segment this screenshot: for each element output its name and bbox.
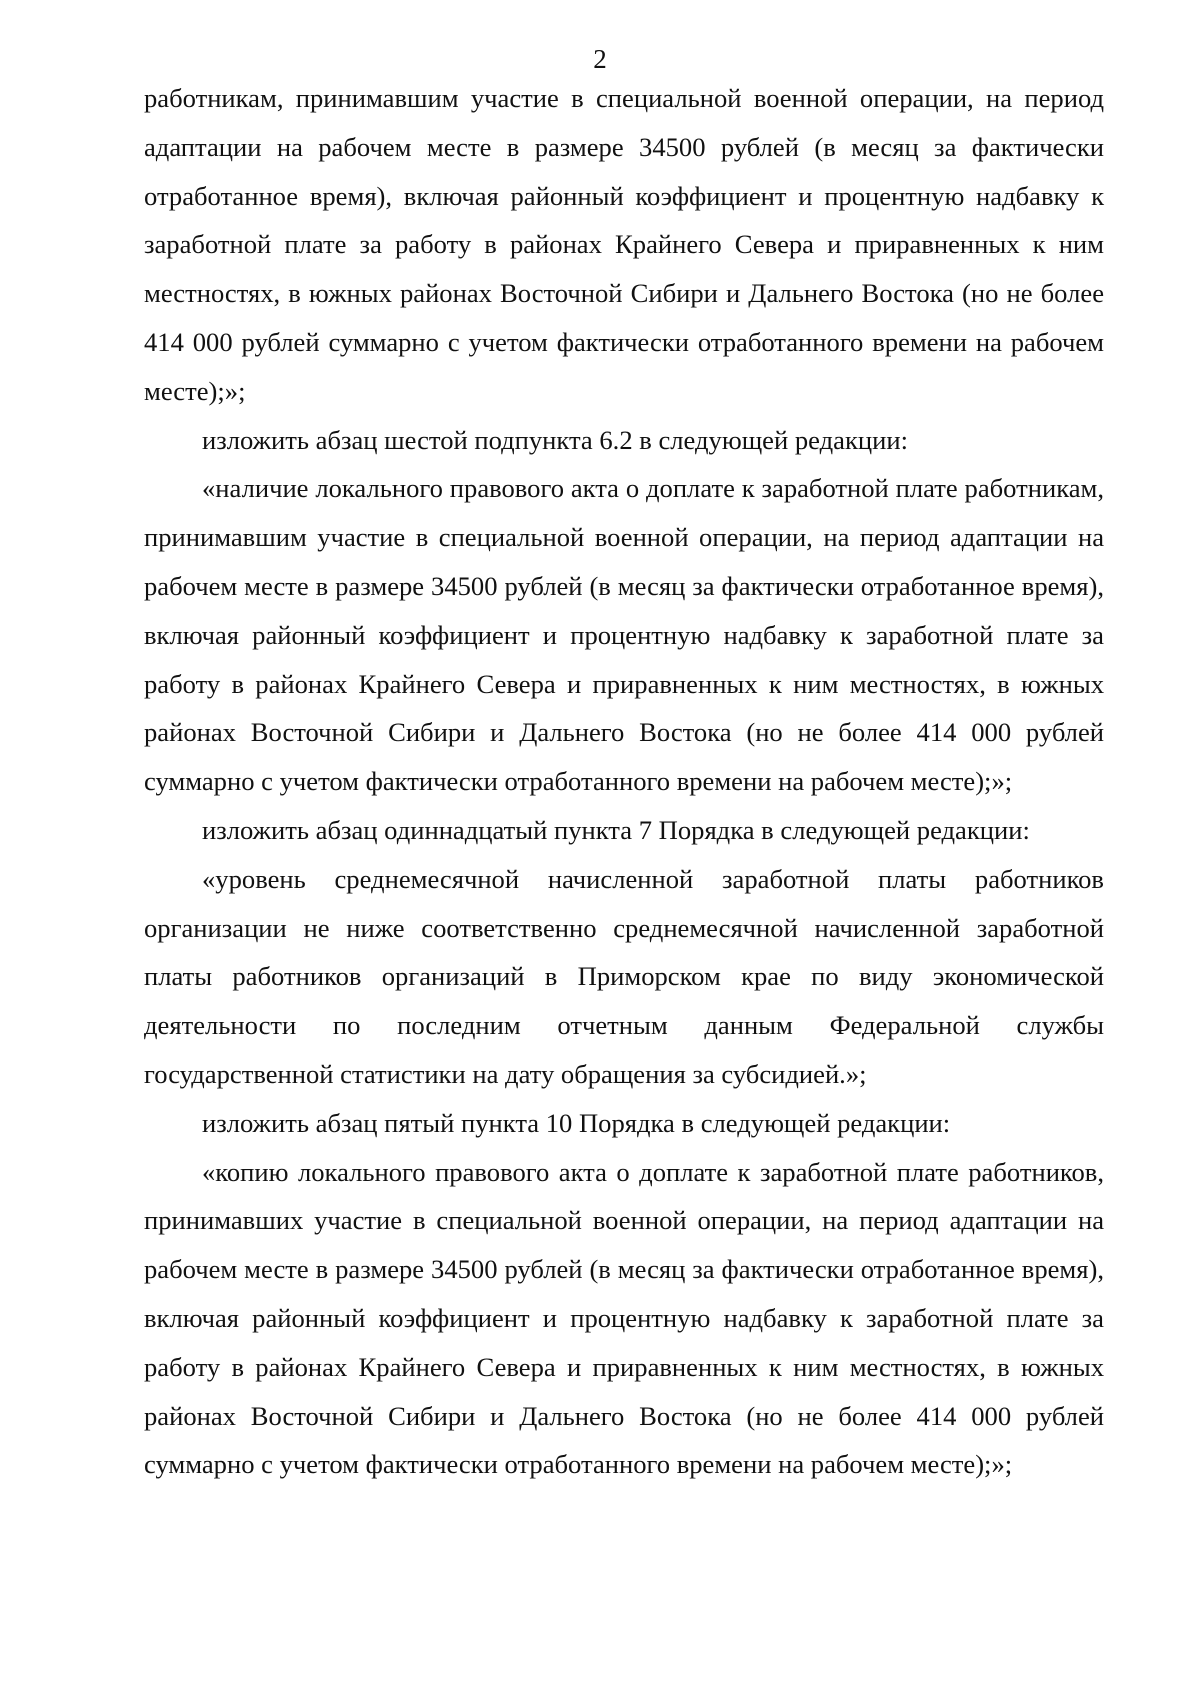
paragraph-quote-10: «копию локального правового акта о доплате к заработной плате работников, принимавших участие в специальной военной операции, на период адаптации на рабочем месте в размере 34500 рублей (в месяц за фактически отработанное время), включая районный коэффициент и процентную надбавку к заработной плате за работу в районах Крайнего Севера и приравненных к ним местностях, в южных районах Восточной Сибири и Дальнего Востока (но не более 414 000 рублей суммарно с учетом фактически отработанного времени на рабочем месте);»; xyxy=(144,1156,1104,1480)
paragraph-amend-10: изложить абзац пятый пункта 10 Порядка в следующей редакции: xyxy=(202,1107,951,1138)
paragraph-quote-6-2: «наличие локального правового акта о доплате к заработной плате работникам, принимавшим участие в специальной военной операции, на период адаптации на рабочем месте в размере 34500 рублей (в месяц за фактически отработанное время), включая районный коэффициент и процентную надбавку к заработной плате за работу в районах Крайнего Севера и приравненных к ним местностях, в южных районах Восточной Сибири и Дальнего Востока (но не более 414 000 рублей суммарно с учетом фактически отработанного времени на рабочем месте);»; xyxy=(144,473,1104,797)
page-number: 2 xyxy=(593,44,607,74)
document-body xyxy=(144,74,1104,1489)
paragraph-quote-7: «уровень среднемесячной начисленной заработной платы работников организации не ниже соответственно среднемесячной начисленной заработной платы работников организаций в Приморском крае по виду экономической деятельности по последним отчетным данным Федеральной службы государственной статистики на дату обращения за субсидией.»; xyxy=(144,863,1104,1089)
paragraph-continuation: работникам, принимавшим участие в специальной военной операции, на период адаптации на рабочем месте в размере 34500 рублей (в месяц за фактически отработанное время), включая районный коэффициент и процентную надбавку к заработной плате за работу в районах Крайнего Севера и приравненных к ним местностях, в южных районах Восточной Сибири и Дальнего Востока (но не более 414 000 рублей суммарно с учетом фактически отработанного времени на рабочем месте);»; xyxy=(144,83,1104,406)
paragraph-amend-6-2: изложить абзац шестой подпункта 6.2 в следующей редакции: xyxy=(202,424,908,455)
paragraph-amend-7: изложить абзац одиннадцатый пункта 7 Порядка в следующей редакции: xyxy=(202,814,1030,845)
